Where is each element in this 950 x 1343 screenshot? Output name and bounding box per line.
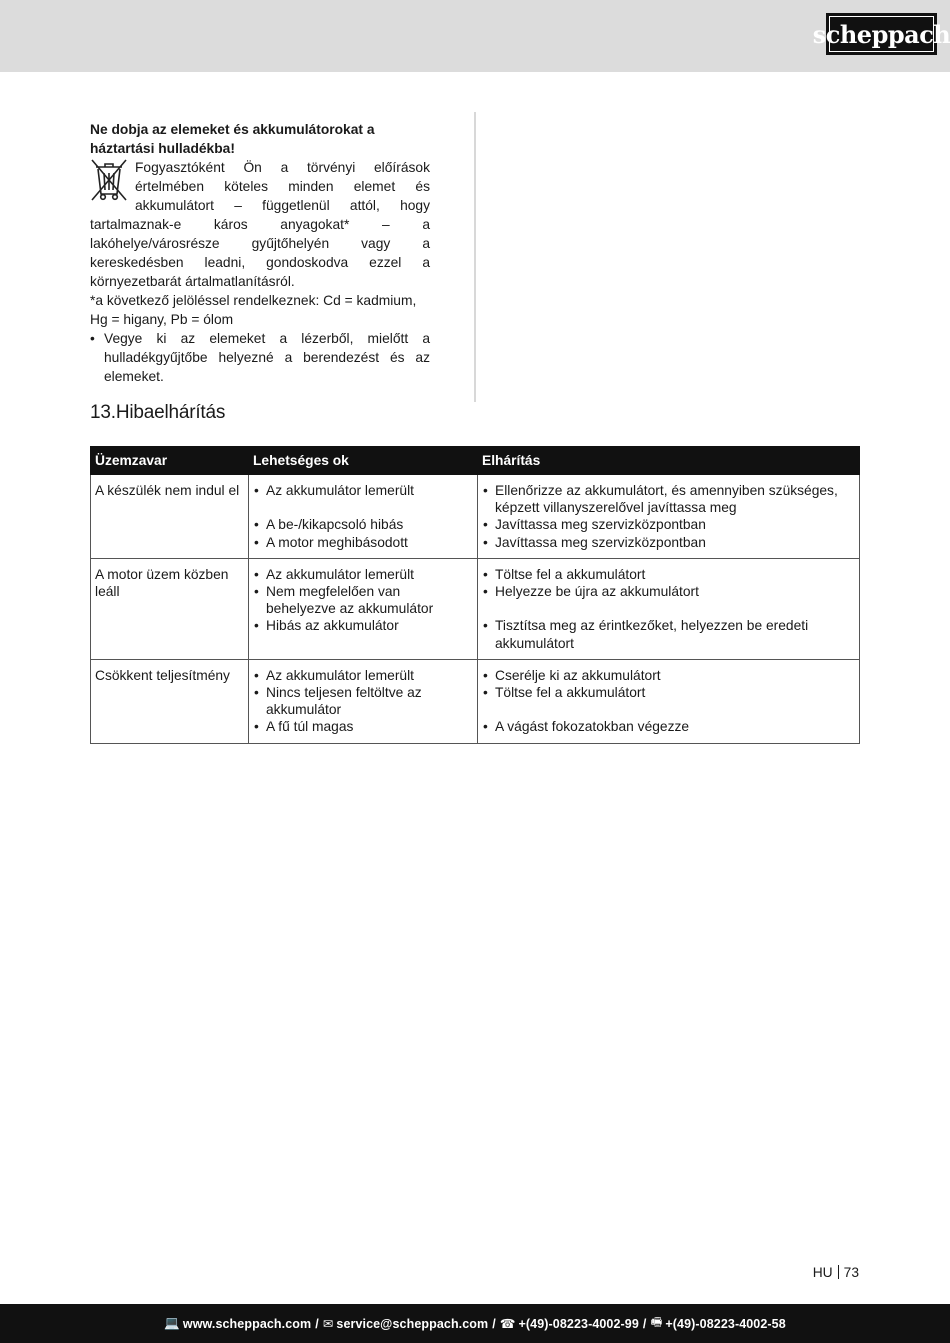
fault-cell: A készülék nem indul el [91, 475, 249, 559]
disposal-note: *a következő jelöléssel rendelkeznek: Cd = kadmium, Hg = higany, Pb = ólom [90, 293, 417, 327]
troubleshooting-table [90, 446, 860, 744]
cause-item: • Nincs teljesen feltöltve az akkumulátor [253, 684, 472, 718]
table-row [91, 558, 860, 659]
disposal-section [90, 120, 430, 386]
page-number [813, 1265, 859, 1280]
cause-item: • A fű túl magas [253, 718, 472, 735]
remedy-item: • Javíttassa meg szervizközpontban [482, 534, 854, 551]
remedy-list [482, 667, 854, 736]
remedy-cell [478, 475, 860, 559]
cause-item: • Az akkumulátor lemerült [253, 566, 472, 583]
remedy-cell [478, 558, 860, 659]
remedy-cell [478, 659, 860, 743]
remedy-list [482, 566, 854, 652]
table-header-row [91, 447, 860, 475]
footer-separator: / [315, 1316, 319, 1331]
remedy-item: • A vágást fokozatokban végezze [482, 718, 854, 735]
disposal-title: Ne dobja az elemeket és akkumulátorokat a háztartási hulladékba! [90, 122, 375, 156]
header-cause: Lehetséges ok [249, 447, 478, 475]
cause-cell [249, 558, 478, 659]
cause-item: • Az akkumulátor lemerült [253, 667, 472, 684]
scheppach-logo: scheppach [826, 13, 937, 55]
remedy-item: • Töltse fel a akkumulátort [482, 684, 854, 701]
cause-item: • Hibás az akkumulátor [253, 617, 472, 634]
spacer [482, 701, 854, 718]
section-number: 13. [90, 402, 116, 423]
fault-cell: Csökkent teljesítmény [91, 659, 249, 743]
footer-phone: +(49)-08223-4002-99 [518, 1316, 639, 1331]
phone-icon: ☎ [499, 1317, 516, 1331]
footer-separator: / [492, 1316, 496, 1331]
footer-separator: / [642, 1316, 647, 1331]
table-row [91, 475, 860, 559]
computer-icon: 💻 [164, 1316, 180, 1330]
fault-cell: A motor üzem közben leáll [91, 558, 249, 659]
section-title [90, 402, 225, 424]
cause-cell [249, 659, 478, 743]
page-lang: HU [812, 1265, 833, 1280]
section-name: Hibaelhárítás [115, 402, 226, 423]
remedy-item: • Helyezze be újra az akkumulátort [482, 583, 854, 600]
header-remedy: Elhárítás [478, 447, 860, 475]
cause-list [253, 566, 472, 635]
remedy-item: • Tisztítsa meg az érintkezőket, helyezzen be eredeti akkumulátort [482, 617, 854, 651]
cause-item: • Az akkumulátor lemerült [253, 482, 472, 499]
header-band [0, 0, 950, 72]
disposal-body: Fogyasztóként Ön a törvényi előírások értelmében köteles minden elemet és akkumulátort – függetlenül attól, hogy tartalmaznak-e káros anyagokat* – a lakóhelye/városrésze gyűjtőhelyén vagy a kereskedésben leadni, gondoskodva ezzel a környezetbarát ártalmatlanításról. [90, 160, 430, 289]
table-row [91, 659, 860, 743]
remedy-item: • Javíttassa meg szervizközpontban [482, 516, 854, 533]
disposal-bullet: • Vegye ki az elemeket a lézerből, mielőtt a hulladékgyűjtőbe helyezné a berendezést és az elemeket. [90, 329, 430, 386]
cause-item: • A motor meghibásodott [253, 534, 472, 551]
cause-list [253, 482, 472, 551]
remedy-item: • Cserélje ki az akkumulátort [482, 667, 854, 684]
mail-icon: ✉ [322, 1317, 334, 1331]
header-fault: Üzemzavar [91, 447, 249, 475]
remedy-item: • Töltse fel a akkumulátort [482, 566, 854, 583]
footer-bar [0, 1304, 950, 1343]
cause-list [253, 667, 472, 736]
cause-item: • Nem megfelelően van behelyezve az akkumulátor [253, 583, 472, 617]
fax-icon: 🖷 [650, 1315, 663, 1329]
remedy-item: • Ellenőrizze az akkumulátort, és amennyiben szükséges, képzett villanyszerelővel javíttassa meg [482, 482, 854, 516]
remedy-list [482, 482, 854, 551]
page-number-separator [838, 1265, 839, 1279]
column-divider [474, 112, 476, 402]
footer-email-link[interactable]: service@scheppach.com [336, 1316, 489, 1331]
footer-web-link[interactable]: www.scheppach.com [182, 1316, 312, 1331]
page-number-value: 73 [843, 1265, 859, 1280]
footer-fax: +(49)-08223-4002-58 [665, 1316, 786, 1331]
spacer [253, 499, 472, 516]
crossed-out-bin-icon [90, 158, 128, 202]
cause-cell [249, 475, 478, 559]
spacer [482, 600, 854, 617]
cause-item: • A be-/kikapcsoló hibás [253, 516, 472, 533]
